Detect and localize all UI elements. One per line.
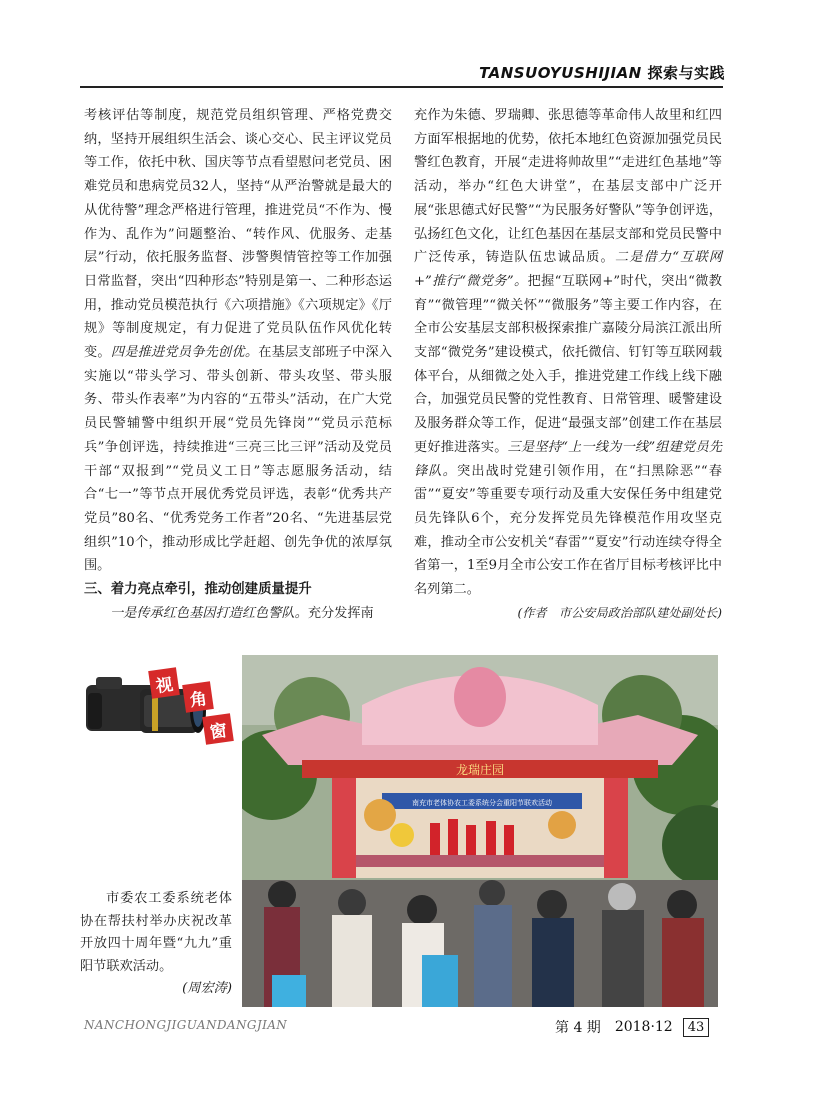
paragraph-text: 考核评估等制度，规范党员组织管理、严格党费交纳，坚持开展组织生活会、谈心交心、民主评议党员等工作，依托中秋、国庆等节点看望慰问老党员、困难党员和患病党员32人，坚持“从严治警就是最大的从优待警”理念严格进行管理，推进党员“不作为、慢作为、乱作为”问题整治、“转作风、优服务、走基层”行动，依托服务监督、涉警舆情管控等工作加强日常监督，突出“四种形态”特别是第一、二种形态运用，推动党员模范执行《六项措施》《六项规定》《厅规》等制度规定，有力促进了党员队伍作风优化转变。 — [84, 108, 392, 361]
article-column-left — [84, 104, 392, 625]
caption-credit: (周宏涛) — [182, 981, 232, 996]
paragraph-text: 突出战时党建引领作用，在“扫黑除恶”“春雷”“夏安”等重要专项行动及重大安保任务中组建党员先锋队6个，充分发挥党员先锋模范作用攻坚克难，推动全市公安机关“春雷”“夏安”行动连续夺得全省第一，1至9月全市公安工作在省厅目标考核评比中名列第二。 — [414, 463, 722, 598]
paragraph — [84, 602, 392, 626]
issue-date: 2018·12 — [614, 1019, 673, 1035]
section-heading: 三、着力亮点牵引，推动创建质量提升 — [84, 582, 312, 598]
author-byline: (作者 市公安局政治部队建处副处长) — [517, 605, 722, 620]
paragraph-emphasis: 三是坚持“上一线为一线”组建党员先锋队。 — [414, 439, 723, 479]
column-stamp-chuang: 窗 — [202, 713, 234, 745]
journal-name-footer: NANCHONGJIGUANDANGJIAN — [84, 1018, 288, 1032]
paragraph — [414, 104, 722, 602]
photo-caption — [80, 888, 232, 1001]
paragraph-text: 在基层支部班子中深入实施以“带头学习、带头创新、带头攻坚、带头服务、带头作表率”为内容的“五带头”活动，在广大党员民警辅警中组织开展“党员先锋岗”“党员示范标兵”争创评选，持续推进“三亮三比三评”活动及党员干部“双报到”“党员义工日”等志愿服务活动，结合“七一”等节点开展优秀党员评选，表彰“优秀共产党员”80名、“优秀党务工作者”20名、“先进基层党组织”10个，推动形成比学赶超、创先争优的浓厚氛围。 — [84, 345, 393, 574]
stage-photo-illustration — [242, 655, 718, 1007]
arch-title: 龙瑞庄园 — [455, 763, 505, 777]
journal-section-title — [479, 62, 725, 83]
paragraph-text: 充分发挥南 — [307, 605, 374, 621]
paragraph-emphasis: 一是传承红色基因打造红色警队。 — [110, 605, 308, 621]
article-column-right — [414, 104, 722, 625]
section-title-cn: 探索与实践 — [647, 64, 725, 82]
paragraph-text: 把握“互联网+”时代，突出“微教育”“微管理”“微关怀”“微服务”等主要工作内容，在全市公安基层支部积极探索推广嘉陵分局滨江派出所支部“微党务”建设模式，依托微信、钉钉等互联网载体平台，从细微之处入手，推进党建工作线上线下融合，加强党员民警的党性教育、日常管理、暖警建设及服务群众等工作，促进“最强支部”创建工作在基层更好推进落实。 — [414, 273, 722, 455]
issue-number: 第 4 期 — [555, 1020, 601, 1036]
paragraph-emphasis: 二是借力“互联网+”推行“微党务”。 — [414, 250, 723, 289]
paragraph — [84, 104, 392, 578]
paragraph-text: 充作为朱德、罗瑞卿、张思德等革命伟人故里和红四方面军根据地的优势，依托本地红色资源加强党员民警红色教育，开展“走进将帅故里”“走进红色基地”等活动，举办“红色大讲堂”，在基层支部中广泛开展“张思德式好民警”“为民服务好警队”等争创评选，弘扬红色文化，让红色基因在基层支部和党员民警中广泛传承，铸造队伍忠诚品质。 — [414, 108, 722, 266]
page-number: 43 — [683, 1018, 710, 1037]
section-title-latin: TANSUOYUSHIJIAN — [479, 64, 642, 82]
column-stamp-shi: 视 — [148, 667, 180, 699]
paragraph-emphasis: 四是推进党员争先创优。 — [110, 345, 259, 361]
column-logo — [80, 655, 240, 755]
column-stamp-jiao: 角 — [182, 681, 214, 713]
stage-banner-text: 南充市老体协农工委系统分会重阳节联欢活动 — [412, 799, 552, 807]
event-photo — [242, 655, 718, 1007]
header-rule — [80, 86, 723, 88]
caption-text: 市委农工委系统老体协在帮扶村举办庆祝改革开放四十周年暨“九九”重阳节联欢活动。 — [80, 891, 232, 974]
page-footer — [555, 1014, 709, 1040]
